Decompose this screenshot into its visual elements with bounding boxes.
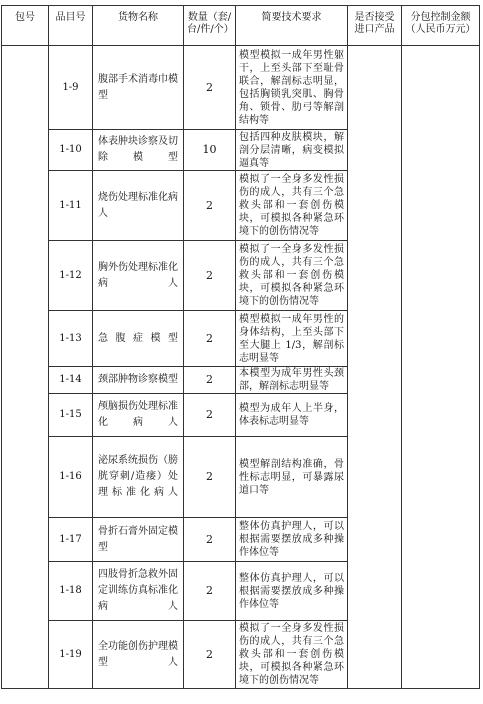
quantity-cell: 2 bbox=[184, 46, 236, 130]
imported-cell bbox=[348, 46, 402, 689]
tech-requirements-cell: 模拟了一全身多发性损伤的成人，共有三个急救头部和一套创伤模块，可模拟各种紧急环境下的创伤情况等 bbox=[236, 621, 348, 689]
item-no-cell: 1-12 bbox=[49, 241, 93, 311]
header-goods-name: 货物名称 bbox=[93, 6, 184, 46]
tech-requirements-cell: 模型模拟一成年男性躯干，上至头部下至耻骨联合，解剖标志明显，包括胸锁乳突肌、胸骨角、锁骨、肋弓等解剖结构等 bbox=[236, 46, 348, 130]
goods-name-cell: 烧伤处理标准化病人 bbox=[93, 171, 184, 241]
quantity-cell: 2 bbox=[184, 241, 236, 311]
control-amount-cell bbox=[402, 46, 480, 689]
tech-requirements-cell: 整体仿真护理人，可以根据需要摆放成多种操作体位等 bbox=[236, 562, 348, 621]
quantity-cell: 2 bbox=[184, 562, 236, 621]
item-no-cell: 1-10 bbox=[49, 130, 93, 171]
item-no-cell: 1-17 bbox=[49, 518, 93, 562]
goods-name-cell: 泌尿系统损伤（膀胱穿刺/造瘘）处理标准化病人 bbox=[93, 437, 184, 518]
tech-requirements-cell: 包括四种皮肤模块，解剖分层清晰，病变模拟逼真等 bbox=[236, 130, 348, 171]
quantity-cell: 2 bbox=[184, 621, 236, 689]
goods-name-cell: 急腹症模型 bbox=[93, 311, 184, 367]
header-imported: 是否接受进口产品 bbox=[348, 6, 402, 46]
tech-requirements-cell: 模型模拟一成年男性的身体结构，上至头部下至大腿上 1/3，解剖标志明显等 bbox=[236, 311, 348, 367]
tech-requirements-cell: 模型为成年人上半身，体表标志明显等 bbox=[236, 394, 348, 437]
item-no-cell: 1-9 bbox=[49, 46, 93, 130]
goods-name-cell: 体表肿块诊察及切除模型 bbox=[93, 130, 184, 171]
tech-requirements-cell: 整体仿真护理人，可以根据需要摆放成多种操作体位等 bbox=[236, 518, 348, 562]
quantity-cell: 2 bbox=[184, 171, 236, 241]
item-no-cell: 1-13 bbox=[49, 311, 93, 367]
goods-name-cell: 全功能创伤护理模型人 bbox=[93, 621, 184, 689]
header-row bbox=[2, 6, 480, 46]
header-package-no: 包号 bbox=[2, 6, 49, 46]
quantity-cell: 10 bbox=[184, 130, 236, 171]
quantity-cell: 2 bbox=[184, 367, 236, 394]
procurement-table bbox=[1, 5, 480, 689]
package-no-cell bbox=[2, 46, 49, 689]
tech-requirements-cell: 本模型为成年男性头颈部，解剖标志明显等 bbox=[236, 367, 348, 394]
header-quantity: 数量（套/台/件/个） bbox=[184, 6, 236, 46]
quantity-cell: 2 bbox=[184, 518, 236, 562]
goods-name-cell: 胸外伤处理标准化病人 bbox=[93, 241, 184, 311]
quantity-cell: 2 bbox=[184, 311, 236, 367]
item-no-cell: 1-11 bbox=[49, 171, 93, 241]
goods-name-cell: 颈部肿物诊察模型 bbox=[93, 367, 184, 394]
header-tech-requirements: 简要技术要求 bbox=[236, 6, 348, 46]
header-item-no: 品目号 bbox=[49, 6, 93, 46]
table-row bbox=[2, 46, 480, 130]
quantity-cell: 2 bbox=[184, 394, 236, 437]
item-no-cell: 1-14 bbox=[49, 367, 93, 394]
goods-name-cell: 腹部手术消毒巾模型 bbox=[93, 46, 184, 130]
item-no-cell: 1-15 bbox=[49, 394, 93, 437]
item-no-cell: 1-19 bbox=[49, 621, 93, 689]
goods-name-cell: 颅脑损伤处理标准化病人 bbox=[93, 394, 184, 437]
item-no-cell: 1-18 bbox=[49, 562, 93, 621]
quantity-cell: 2 bbox=[184, 437, 236, 518]
tech-requirements-cell: 模拟了一全身多发性损伤的成人，共有三个急救头部和一套创伤模块，可模拟各种紧急环境下的创伤情况等 bbox=[236, 171, 348, 241]
goods-name-cell: 四肢骨折急救外固定训练仿真标准化病人 bbox=[93, 562, 184, 621]
tech-requirements-cell: 模拟了一全身多发性损伤的成人，共有三个急救头部和一套创伤模块，可模拟各种紧急环境下的创伤情况等 bbox=[236, 241, 348, 311]
goods-name-cell: 骨折石膏外固定模型 bbox=[93, 518, 184, 562]
item-no-cell: 1-16 bbox=[49, 437, 93, 518]
header-control-amount: 分包控制金额（人民币万元） bbox=[402, 6, 480, 46]
tech-requirements-cell: 模型解剖结构准确，骨性标志明显，可暴露尿道口等 bbox=[236, 437, 348, 518]
